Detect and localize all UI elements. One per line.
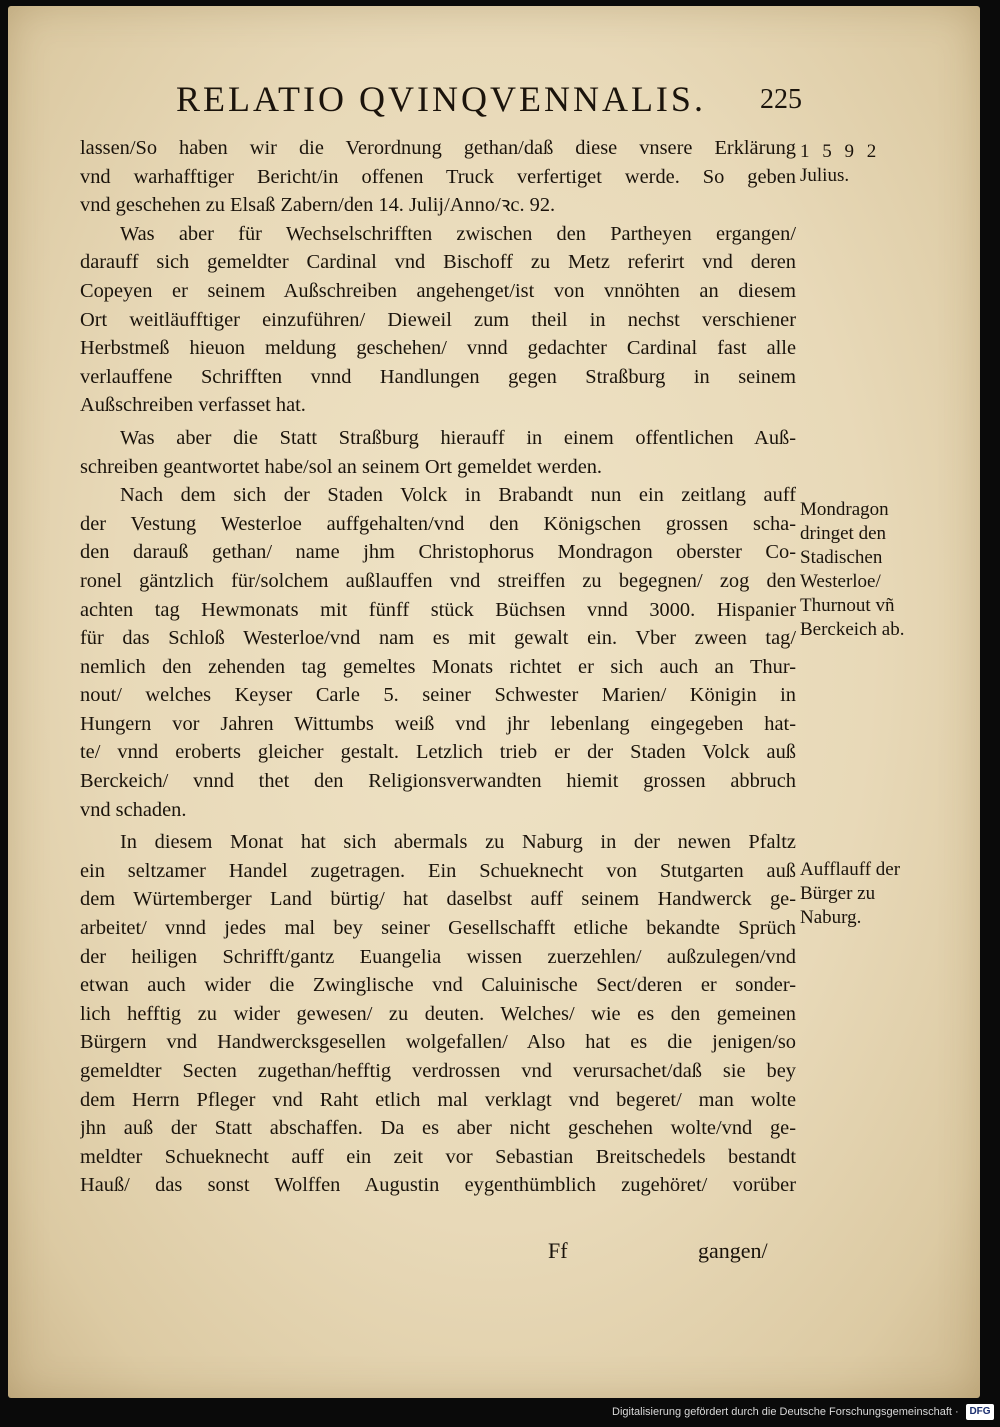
- margin-note-line: Naburg.: [800, 907, 862, 928]
- catchword: gangen/: [698, 1238, 768, 1263]
- text-line: In diesem Monat hat sich abermals zu Naburg in der newen Pfaltz: [120, 831, 796, 854]
- text-line: Bürgern vnd Handwercksgesellen wolgefallen/ Also hat es die jenigen/so: [80, 1031, 796, 1054]
- page-number: 225: [760, 84, 802, 115]
- text-line: achten tag Hewmonats mit fünff stück Büchsen vnnd 3000. Hispanier: [80, 598, 796, 621]
- text-line: lassen/So haben wir die Verordnung gethan/daß diese vnsere Erklärung: [80, 137, 796, 159]
- margin-note-mondragon: [800, 498, 940, 642]
- margin-note-line: Aufflauff der: [800, 859, 901, 880]
- signature-mark: Ff: [548, 1238, 568, 1263]
- text-line: dem Herrn Pfleger vnd Raht etlich mal verklagt vnd begeret/ man wolte: [80, 1088, 796, 1111]
- text-line: dem Würtemberger Land bürtig/ hat daselbst auff seinem Handwerck ge-: [80, 888, 796, 911]
- text-line: Ort weitläufftiger einzuführen/ Dieweil zum theil in nechst verschiener: [80, 308, 796, 331]
- text-line: Copeyen er seinem Außschreiben angehenget/ist von vnnöhten an diesem: [80, 279, 796, 302]
- margin-note-line: Westerloe/: [800, 571, 881, 592]
- text-line: Was aber für Wechselschrifften zwischen den Partheyen ergangen/: [120, 222, 796, 245]
- text-line: etwan auch wider die Zwinglische vnd Caluinische Sect/deren er sonder-: [80, 974, 796, 997]
- text-line: nemlich den zehenden tag gemeltes Monats richtet er sich auch an Thur-: [80, 655, 796, 678]
- text-line: ronel gäntzlich für/solchem außlauffen vnd streiffen zu begegnen/ zog den: [80, 569, 796, 592]
- margin-note-line: Julius.: [800, 165, 850, 186]
- text-line: Außschreiben verfasset hat.: [80, 394, 306, 417]
- text-line: jhn auß der Statt abschaffen. Da es aber nicht geschehen wolte/vnd ge-: [80, 1117, 796, 1140]
- margin-note-line: Thurnout vñ: [800, 595, 895, 616]
- text-line: vnd schaden.: [80, 798, 187, 821]
- text-line: Berckeich/ vnnd thet den Religionsverwandten hiemit grossen abbruch: [80, 770, 796, 793]
- text-line: für das Schloß Westerloe/vnd nam es mit gewalt ein. Vber zween tag/: [80, 627, 796, 650]
- margin-note-line: dringet den: [800, 523, 887, 544]
- margin-note-line: Bürger zu: [800, 883, 876, 904]
- text-line: vnd warhafftiger Bericht/in offenen Truck verfertiget werde. So geben: [80, 165, 796, 188]
- margin-note-date: [800, 140, 940, 188]
- text-line: verlauffene Schrifften vnnd Handlungen gegen Straßburg in seinem: [80, 365, 796, 388]
- text-line: arbeitet/ vnnd jedes mal bey seiner Gesellschafft etliche bekandte Sprüch: [80, 917, 796, 940]
- text-line: darauff sich gemeldter Cardinal vnd Bischoff zu Metz referirt vnd deren: [80, 251, 796, 274]
- text-line: lich hefftig zu wider gewesen/ zu deuten. Welches/ wie es den gemeinen: [80, 1002, 796, 1025]
- body-text: [80, 134, 796, 1200]
- margin-note-naburg: [800, 858, 940, 930]
- text-line: ein seltzamer Handel zugetragen. Ein Schueknecht von Stutgarten auß: [80, 859, 796, 882]
- digitization-credit: Digitalisierung gefördert durch die Deutsche Forschungsgemeinschaft ·: [612, 1406, 959, 1418]
- text-line: te/ vnnd eroberts gleicher gestalt. Letzlich trieb er der Staden Volck auß: [80, 741, 796, 764]
- text-line: gemeldter Secten zugethan/hefftig verdrossen vnd verursachet/daß sie bey: [80, 1060, 796, 1082]
- scanned-page: [8, 6, 980, 1398]
- margin-note-line: Stadischen: [800, 547, 883, 568]
- text-line: den darauß gethan/ name jhm Christophorus Mondragon oberster Co-: [80, 541, 796, 564]
- text-line: Was aber die Statt Straßburg hierauff in einem offentlichen Auß-: [120, 426, 796, 449]
- text-line: Hauß/ das sonst Wolffen Augustin eygenthümblich zugehöret/ vorüber: [80, 1174, 796, 1197]
- text-line: Hungern vor Jahren Wittumbs weiß vnd jhr lebenlang eingegeben hat-: [80, 712, 796, 735]
- margin-note-line: Berckeich ab.: [800, 619, 905, 640]
- text-line: der heiligen Schrifft/gantz Euangelia wissen zuerzehlen/ außzulegen/vnd: [80, 945, 796, 968]
- text-line: schreiben geantwortet habe/sol an seinem Ort gemeldet werden.: [80, 455, 603, 478]
- text-line: meldter Schueknecht auff ein zeit vor Sebastian Breitschedels bestandt: [80, 1145, 796, 1168]
- running-header-title: RELATIO QVINQVENNALIS.: [176, 79, 706, 119]
- dfg-logo: DFG: [966, 1404, 994, 1420]
- margin-note-line: Mondragon: [800, 499, 889, 520]
- text-line: Herbstmeß hieuon meldung geschehen/ vnnd gedachter Cardinal fast alle: [80, 337, 796, 360]
- text-line: Nach dem sich der Staden Volck in Brabandt nun ein zeitlang auff: [120, 484, 796, 507]
- margin-note-line: 1 5 9 2: [800, 141, 881, 162]
- text-line: der Vestung Westerloe auffgehalten/vnd den Königschen grossen scha-: [80, 512, 796, 535]
- text-line: vnd geschehen zu Elsaß Zabern/den 14. Julij/Anno/ꝛc. 92.: [80, 194, 556, 217]
- text-line: nout/ welches Keyser Carle 5. seiner Schwester Marien/ Königin in: [80, 684, 796, 707]
